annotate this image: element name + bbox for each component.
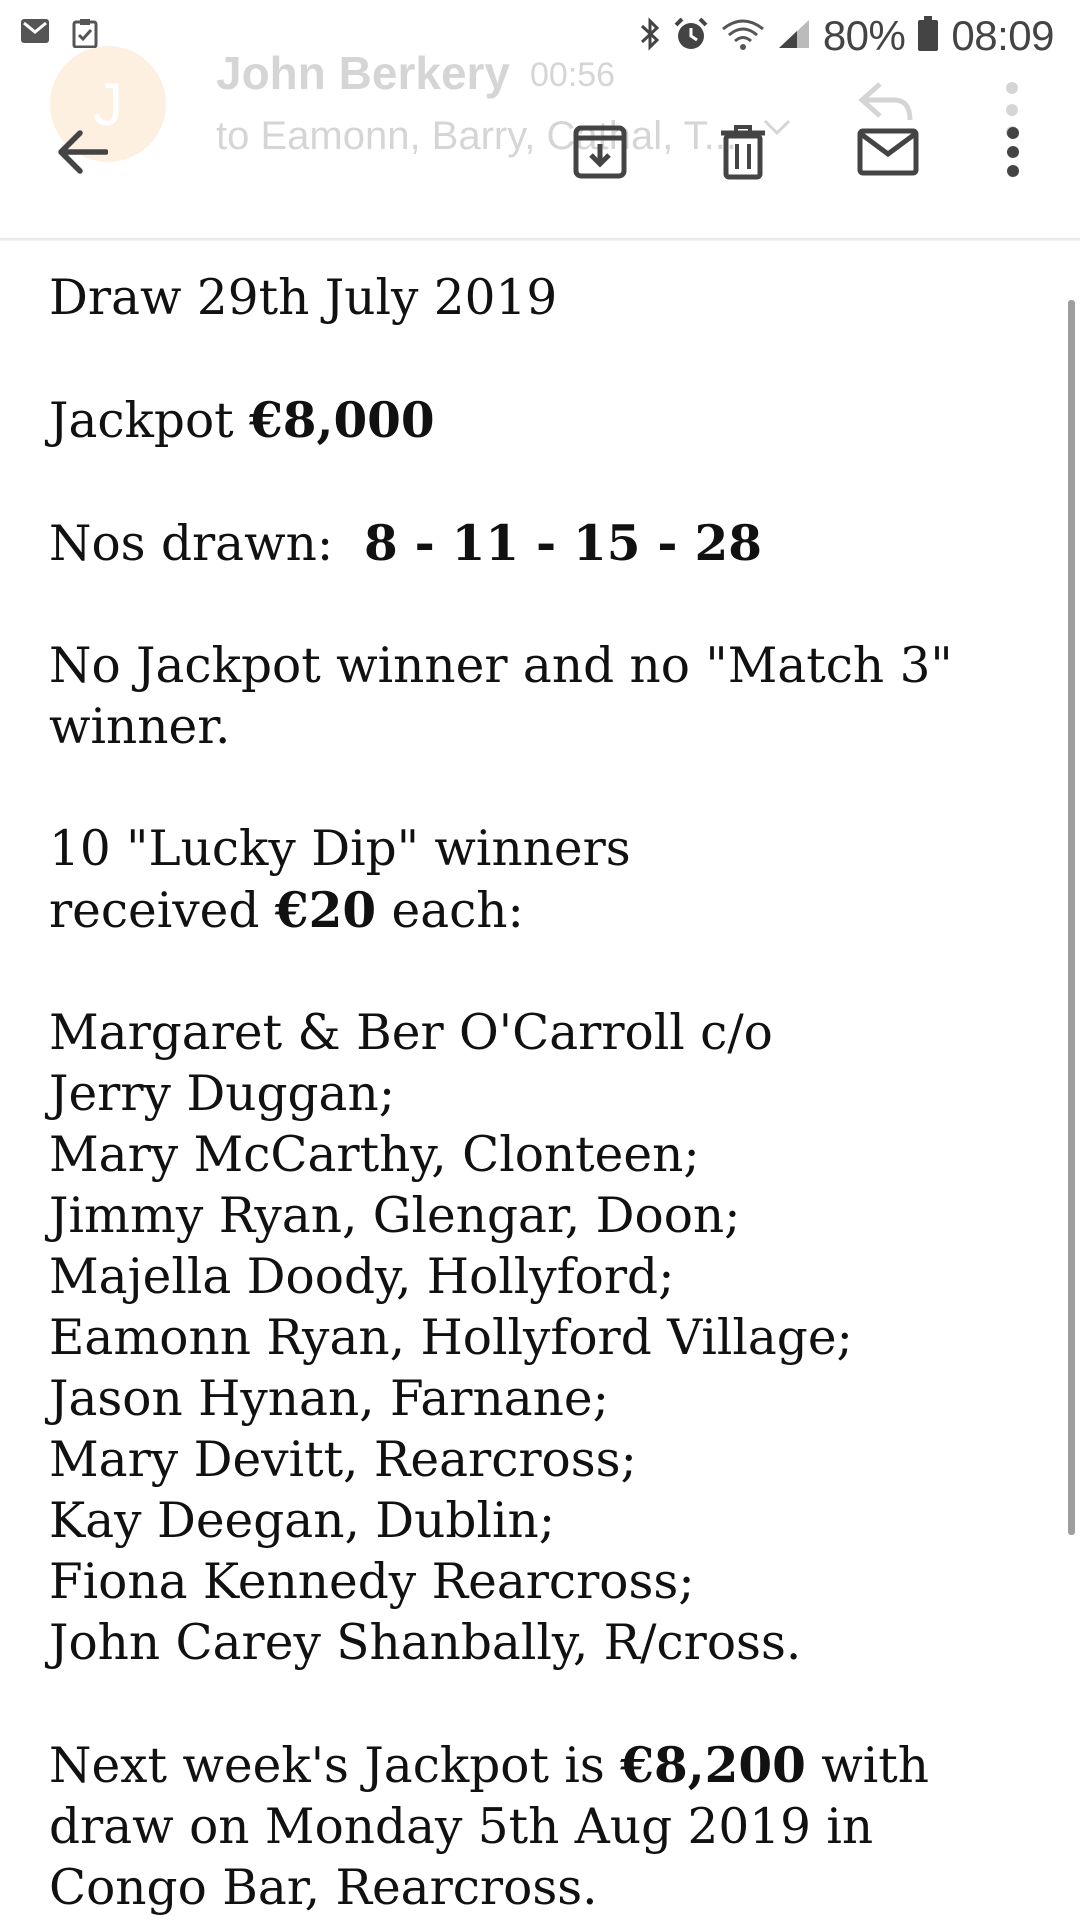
toolbar-divider: [0, 238, 1080, 241]
sender-time: 00:56: [530, 56, 616, 94]
numbers-label: Nos drawn:: [49, 516, 365, 572]
clipboard-check-icon: [72, 18, 98, 53]
list-item: John Carey Shanbally, R/cross.: [49, 1615, 802, 1671]
lucky-dip-block: [49, 819, 1039, 942]
next-week-prefix: Next week's Jackpot is: [49, 1738, 621, 1794]
more-options-button[interactable]: [963, 104, 1063, 204]
next-week-suffix: with draw on Monday 5th Aug 2019 in Congo Bar, Rearcross.: [49, 1738, 930, 1916]
signal-icon: [777, 18, 811, 55]
delete-icon: [719, 124, 767, 185]
message-body: [49, 268, 1039, 1920]
list-item: Mary McCarthy, Clonteen;: [49, 1127, 700, 1183]
archive-button[interactable]: [550, 104, 650, 204]
avatar[interactable]: J: [50, 46, 166, 162]
alarm-icon: [673, 16, 709, 57]
winners-list: [49, 1003, 1039, 1674]
list-item: Margaret & Ber O'Carroll c/o Jerry Duggan;: [49, 1005, 773, 1122]
lucky-dip-received: received: [49, 883, 275, 939]
next-week-text: [49, 1735, 1039, 1919]
recipients[interactable]: to Eamonn, Barry, Cathal, T...: [216, 114, 737, 158]
list-item: Majella Doody, Hollyford;: [49, 1249, 675, 1305]
jackpot-line: [49, 390, 1039, 452]
toolbar: [0, 78, 1080, 238]
delete-button[interactable]: [693, 104, 793, 204]
battery-percentage: 80%: [822, 12, 906, 59]
scrollbar[interactable]: [1068, 300, 1075, 1535]
jackpot-amount: €8,000: [249, 392, 435, 449]
list-item: Jimmy Ryan, Glengar, Doon;: [49, 1188, 741, 1244]
list-item: Mary Devitt, Rearcross;: [49, 1432, 637, 1488]
list-item: Fiona Kennedy Rearcross;: [49, 1554, 695, 1610]
no-winner-text: No Jackpot winner and no "Match 3" winner.: [49, 638, 953, 755]
drawn-numbers: 8 - 11 - 15 - 28: [364, 515, 762, 572]
wifi-icon: [721, 17, 765, 56]
gmail-icon: [20, 18, 50, 53]
back-arrow-icon: [56, 129, 108, 180]
more-vert-icon: [1005, 126, 1021, 183]
list-item: Jason Hynan, Farnane;: [49, 1371, 609, 1427]
mark-unread-button[interactable]: [838, 104, 938, 204]
lucky-dip-amount: €20: [274, 882, 377, 939]
bluetooth-icon: [639, 17, 661, 56]
lucky-dip-line: 10 "Lucky Dip" winners: [49, 821, 631, 877]
archive-icon: [572, 124, 628, 185]
jackpot-label: Jackpot: [49, 393, 250, 449]
numbers-line: [49, 513, 1039, 575]
next-jackpot-amount: €8,200: [620, 1737, 806, 1794]
back-button[interactable]: [32, 104, 132, 204]
clock: 08:09: [951, 12, 1054, 59]
list-item: Kay Deegan, Dublin;: [49, 1493, 556, 1549]
lucky-dip-each: each:: [376, 883, 524, 939]
draw-date: Draw 29th July 2019: [49, 270, 558, 326]
mark-unread-icon: [857, 128, 919, 181]
status-bar: [0, 0, 1080, 78]
battery-icon: [917, 16, 939, 57]
sender-name: John Berkery: [216, 47, 511, 99]
list-item: Eamonn Ryan, Hollyford Village;: [49, 1310, 853, 1366]
